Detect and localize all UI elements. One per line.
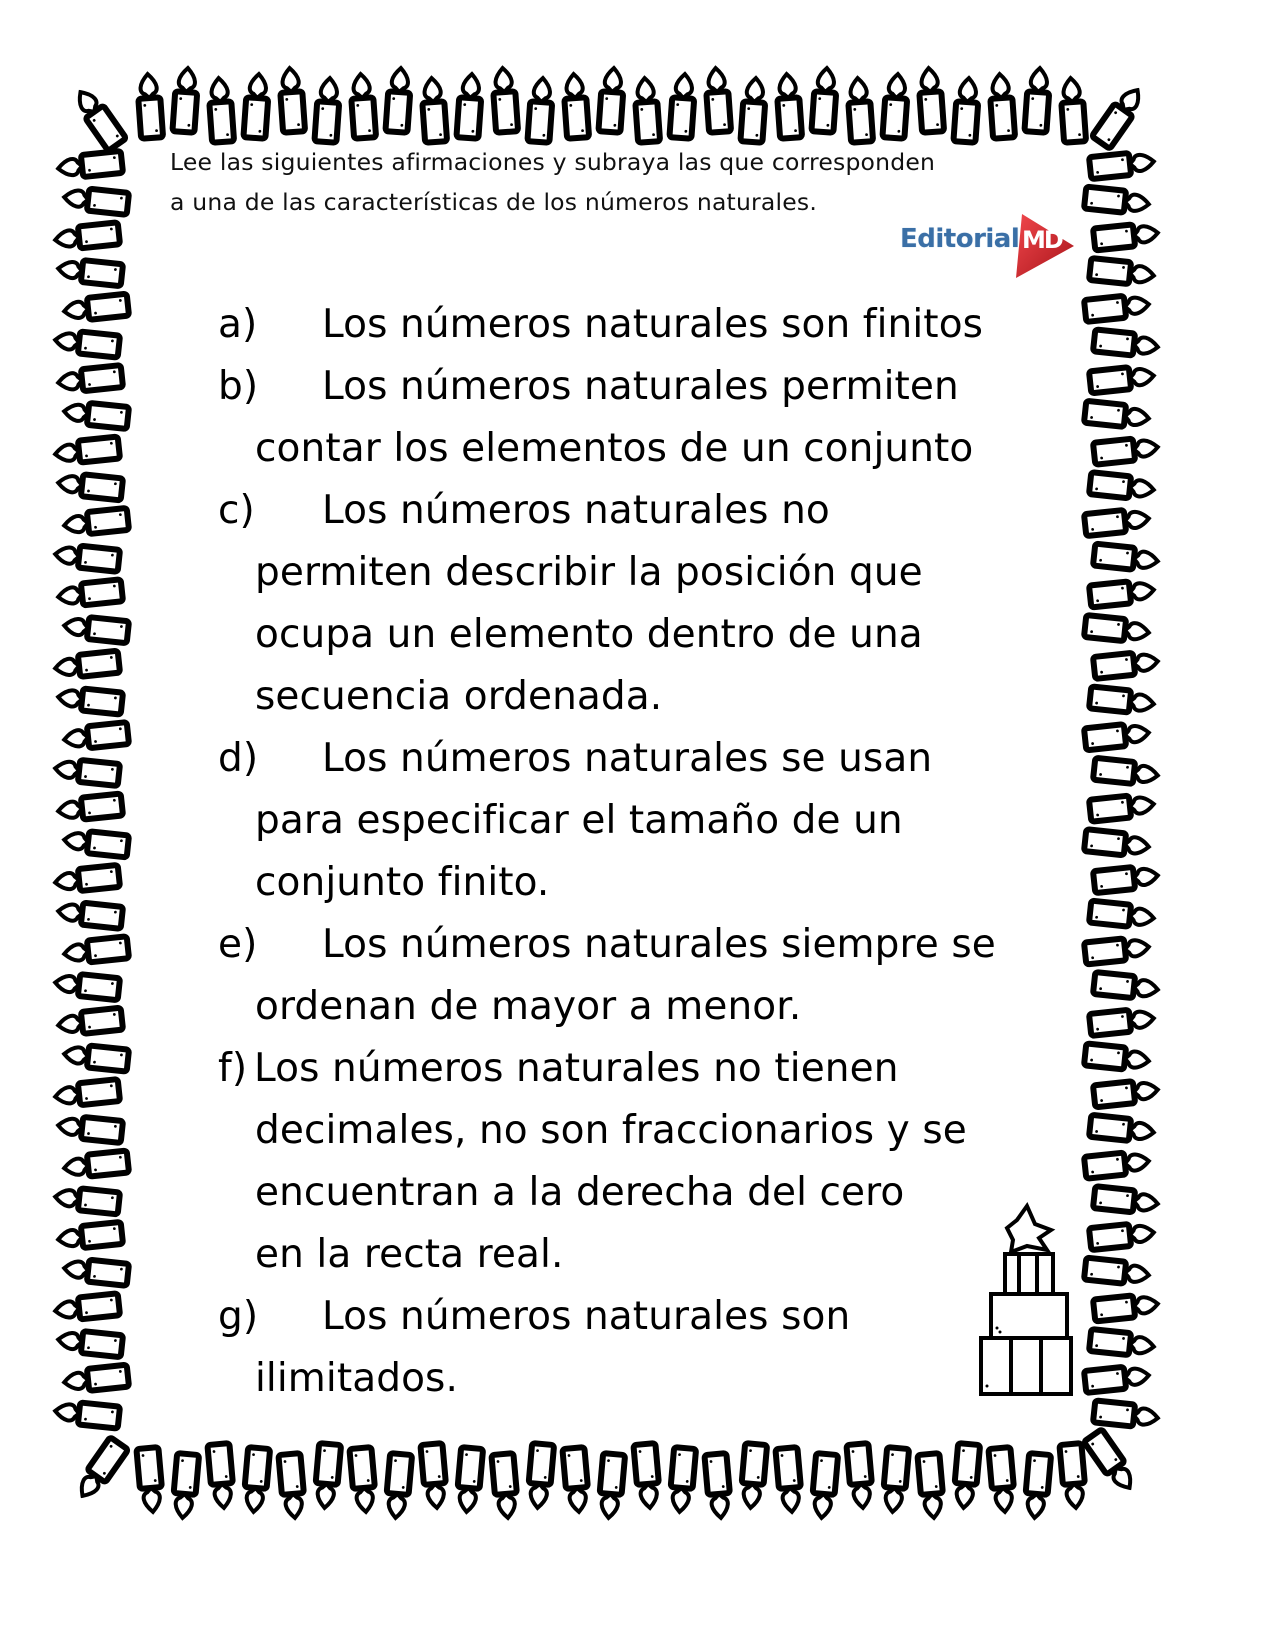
statement-first-line [218,356,1048,418]
candle-icon [57,1222,123,1251]
candle-icon [1093,544,1159,573]
candle-icon [1084,401,1150,430]
candle-icon [54,543,120,572]
candle-icon [1084,1429,1139,1494]
candle-icon [421,77,447,142]
candle-icon [73,1437,128,1502]
statement-continuation: contar los elementos de un conjunto [255,426,974,471]
candle-icon [54,1293,120,1322]
statement-text: Los números naturales son [322,1294,851,1339]
candle-icon [57,686,123,715]
candle-icon [57,1114,123,1143]
candle-icon [1093,865,1159,894]
candle-icon [1093,650,1159,679]
birthday-cake-icon [975,1200,1085,1400]
candle-icon [669,73,695,138]
candle-icon [1089,258,1155,287]
statement-first-line [218,1286,1048,1348]
candle-icon [54,1186,120,1215]
candle-icon [54,222,120,251]
statement-continuation: ordenan de mayor a menor. [255,984,802,1029]
candle-icon [598,1453,625,1519]
statement-marker: f) [218,1046,248,1091]
candle-icon [811,67,837,132]
statement-marker: c) [218,488,255,533]
statement-item[interactable] [218,294,1048,356]
candle-icon [243,1447,270,1513]
statement-text: Los números naturales no tienen [254,1046,899,1091]
candle-icon [172,67,198,132]
candle-icon [776,73,802,138]
candle-icon [456,73,482,138]
statement-marker: g) [218,1294,259,1339]
candle-icon [634,77,660,142]
candle-icon [54,1079,120,1108]
candle-icon [1024,1453,1051,1519]
statement-text: Los números naturales son finitos [322,302,984,347]
candle-icon [1089,1222,1155,1251]
statement-item[interactable] [218,356,1048,480]
candle-icon [492,67,518,132]
candle-icon [349,1447,376,1513]
candle-icon [953,77,979,142]
candle-icon [882,73,908,138]
candle-icon [705,67,731,132]
candle-icon [63,936,129,965]
candle-icon [1084,829,1150,858]
candle-icon [847,77,873,142]
candle-icon [63,1151,129,1180]
candle-icon [882,1447,909,1513]
instructions-line-1: Lee las siguientes afirmaciones y subraya las que corresponden [170,148,936,176]
candle-icon [54,1400,120,1429]
candle-icon [1089,151,1155,180]
candle-icon [57,365,123,394]
candle-icon [57,1008,123,1037]
candle-icon [1093,1079,1159,1108]
statement-text: Los números naturales no [322,488,830,533]
candle-icon [669,1447,696,1513]
candle-icon [1084,1043,1150,1072]
candle-icon [63,722,129,751]
candle-icon [562,1447,589,1513]
statement-marker: d) [218,736,259,781]
candle-icon [1092,84,1147,149]
candle-icon [491,1453,518,1519]
candle-icon [1089,579,1155,608]
candle-icon [1084,187,1150,216]
candle-icon [57,579,123,608]
candle-icon [278,1453,305,1519]
candle-icon [54,437,120,466]
candle-icon [1084,722,1150,751]
statement-list [218,294,1048,1410]
candle-icon [1059,1443,1086,1509]
candle-icon [1084,1258,1150,1287]
candle-icon [740,1443,767,1509]
candle-icon [57,794,123,823]
statement-text: Los números naturales se usan [322,736,933,781]
statement-first-line [218,1038,1048,1100]
candle-icon [314,1443,341,1509]
statement-marker: e) [218,922,258,967]
candle-icon [988,1447,1015,1513]
candle-icon [57,151,123,180]
candle-icon [63,294,129,323]
candle-icon [1084,936,1150,965]
candle-icon [63,1257,129,1286]
candle-icon [385,67,411,132]
statement-continuation: ocupa un elemento dentro de una [255,612,923,657]
candle-icon [1089,365,1155,394]
statement-first-line [218,294,1048,356]
candle-icon [1084,1150,1150,1179]
logo-mark: MD [1022,226,1062,254]
candle-icon [1060,77,1086,142]
candle-icon [811,1453,838,1519]
candle-icon [54,865,120,894]
candle-icon [63,400,129,429]
candle-icon [1093,1293,1159,1322]
candle-icon [1084,615,1150,644]
statement-first-line [218,914,1048,976]
candle-icon [563,73,589,138]
statement-item[interactable] [218,480,1048,728]
candle-icon [1084,293,1150,322]
candle-icon [243,73,269,138]
candle-icon [846,1443,873,1509]
candle-icon [350,73,376,138]
editorial-md-logo [900,222,1080,274]
candle-icon [1084,508,1150,537]
candle-icon [917,1453,944,1519]
statement-marker: a) [218,302,258,347]
candle-icon [57,1329,123,1358]
candle-icon [385,1453,412,1519]
candle-icon [136,1447,163,1513]
candle-icon [918,67,944,132]
statement-item[interactable] [218,1038,1048,1286]
candle-icon [1024,67,1050,132]
candle-icon [989,73,1015,138]
candle-icon [420,1443,447,1509]
statement-first-line [218,480,1048,542]
candle-icon [1089,1115,1155,1144]
statement-continuation: secuencia ordenada. [255,674,663,719]
statement-continuation: en la recta real. [255,1232,564,1277]
statement-continuation: ilimitados. [255,1356,458,1401]
statement-marker: b) [218,364,259,409]
candle-icon [54,757,120,786]
candle-icon [57,472,123,501]
statement-item[interactable] [218,1286,1048,1410]
statement-text: Los números naturales permiten [322,364,959,409]
candle-icon [1093,972,1159,1001]
candle-icon [740,77,766,142]
candle-icon [456,1447,483,1513]
candle-icon [1089,1007,1155,1036]
candle-icon [1089,472,1155,501]
candle-icon [63,829,129,858]
candle-icon [1093,1186,1159,1215]
candle-icon [71,86,126,151]
instructions [170,142,1050,222]
candle-icon [207,1443,234,1509]
candle-icon [172,1453,199,1519]
candle-icon [598,67,624,132]
statement-item[interactable] [218,728,1048,914]
candle-icon [633,1443,660,1509]
candle-icon [1089,901,1155,930]
candle-icon [57,258,123,287]
candle-icon [63,615,129,644]
statement-continuation: permiten describir la posición que [255,550,923,595]
candle-icon [527,77,553,142]
candle-icon [1093,1400,1159,1429]
candle-icon [527,1443,554,1509]
candle-icon [704,1453,731,1519]
candle-icon [1093,436,1159,465]
candle-icon [63,508,129,537]
statement-continuation: conjunto finito. [255,860,550,905]
statement-continuation: encuentran a la derecha del cero [255,1170,905,1215]
candle-icon [54,972,120,1001]
candle-icon [1093,222,1159,251]
candle-icon [1084,1364,1150,1393]
statement-first-line [218,728,1048,790]
candle-icon [63,1365,129,1394]
statement-continuation: decimales, no son fraccionarios y se [255,1108,967,1153]
candle-icon [279,67,305,132]
statement-text: Los números naturales siempre se [322,922,996,967]
candle-icon [54,329,120,358]
candle-icon [63,1043,129,1072]
logo-text: Editorial [900,224,1020,254]
candle-icon [953,1443,980,1509]
candle-icon [137,73,163,138]
candle-icon [63,186,129,215]
candle-icon [57,900,123,929]
statement-item[interactable] [218,914,1048,1038]
candle-icon [54,651,120,680]
candle-icon [1089,1329,1155,1358]
candle-icon [314,77,340,142]
candle-icon [1089,793,1155,822]
statement-continuation: para especificar el tamaño de un [255,798,903,843]
candle-icon [775,1447,802,1513]
candle-icon [208,77,234,142]
instructions-line-2: a una de las características de los números naturales. [170,188,818,216]
candle-icon [1089,686,1155,715]
candle-icon [1093,329,1159,358]
candle-icon [1093,758,1159,787]
